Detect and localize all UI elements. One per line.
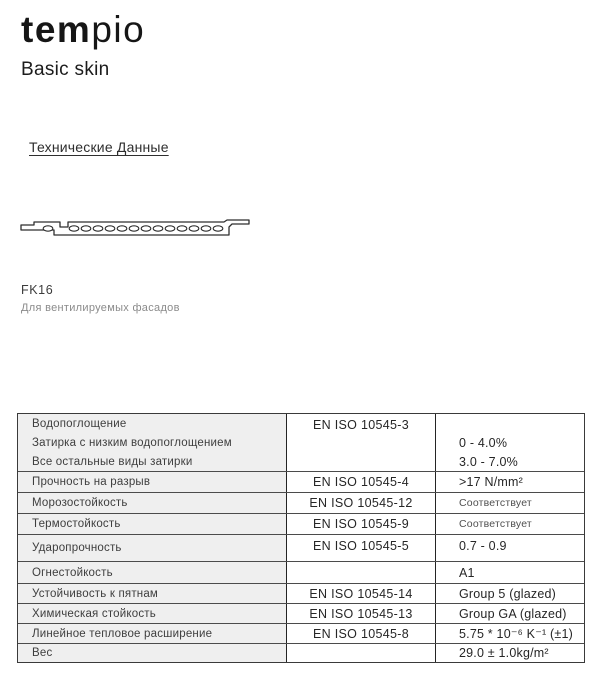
property-line: Все остальные виды затирки: [32, 455, 193, 468]
value-cell: Соответствует: [435, 514, 584, 534]
table-row: [18, 471, 584, 492]
property-cell: Прочность на разрыв: [18, 472, 286, 492]
property-cell: Термостойкость: [18, 514, 286, 534]
value-line: 0 - 4.0%: [459, 435, 508, 450]
value-cell: [435, 414, 584, 471]
brand-logo-light: pio: [91, 9, 146, 50]
property-cell: Морозостойкость: [18, 493, 286, 513]
value-cell: Group 5 (glazed): [435, 584, 584, 603]
standard-cell: EN ISO 10545-8: [286, 624, 435, 643]
value-cell: 5.75 * 10⁻⁶ K⁻¹ (±1): [435, 624, 584, 643]
value-cell: >17 N/mm²: [435, 472, 584, 492]
value-cell: Group GA (glazed): [435, 604, 584, 623]
property-cell: Линейное тепловое расширение: [18, 624, 286, 643]
standard-cell: [286, 644, 435, 662]
standard-label: EN ISO 10545-3: [313, 418, 409, 432]
table-row: [18, 561, 584, 583]
section-title: Технические Данные: [29, 139, 169, 155]
table-row: [18, 623, 584, 643]
table-row: [18, 513, 584, 534]
table-row: [18, 534, 584, 561]
table-row: [18, 603, 584, 623]
panel-profile-drawing-icon: [20, 218, 252, 240]
profile-description: Для вентилируемых фасадов: [21, 302, 180, 314]
standard-cell: EN ISO 10545-5: [286, 535, 435, 561]
property-cell: Химическая стойкость: [18, 604, 286, 623]
value-cell: 0.7 - 0.9: [435, 535, 584, 561]
property-cell: Вес: [18, 644, 286, 662]
brand-logo: [21, 10, 145, 50]
property-line: Водопоглощение: [32, 417, 127, 430]
table-row: [18, 414, 584, 471]
standard-cell: EN ISO 10545-4: [286, 472, 435, 492]
profile-code: FK16: [21, 283, 54, 297]
value-cell: A1: [435, 562, 584, 583]
value-cell: Соответствует: [435, 493, 584, 513]
standard-cell: EN ISO 10545-12: [286, 493, 435, 513]
technical-data-table: [17, 413, 585, 663]
table-row: [18, 583, 584, 603]
standard-cell: EN ISO 10545-14: [286, 584, 435, 603]
product-name: Basic skin: [21, 59, 110, 80]
standard-cell: [286, 414, 435, 471]
standard-cell: EN ISO 10545-9: [286, 514, 435, 534]
table-row: [18, 492, 584, 513]
value-line: [459, 415, 518, 434]
property-cell: Ударопрочность: [18, 535, 286, 561]
property-line: Затирка с низким водопоглощением: [32, 436, 232, 449]
standard-cell: EN ISO 10545-13: [286, 604, 435, 623]
property-cell: [18, 414, 286, 471]
standard-cell: [286, 562, 435, 583]
brand-logo-bold: tem: [21, 9, 92, 50]
value-cell: 29.0 ± 1.0kg/m²: [435, 644, 584, 662]
property-cell: Устойчивость к пятнам: [18, 584, 286, 603]
value-line: 3.0 - 7.0%: [459, 454, 518, 469]
table-row: [18, 643, 584, 662]
property-cell: Огнестойкость: [18, 562, 286, 583]
